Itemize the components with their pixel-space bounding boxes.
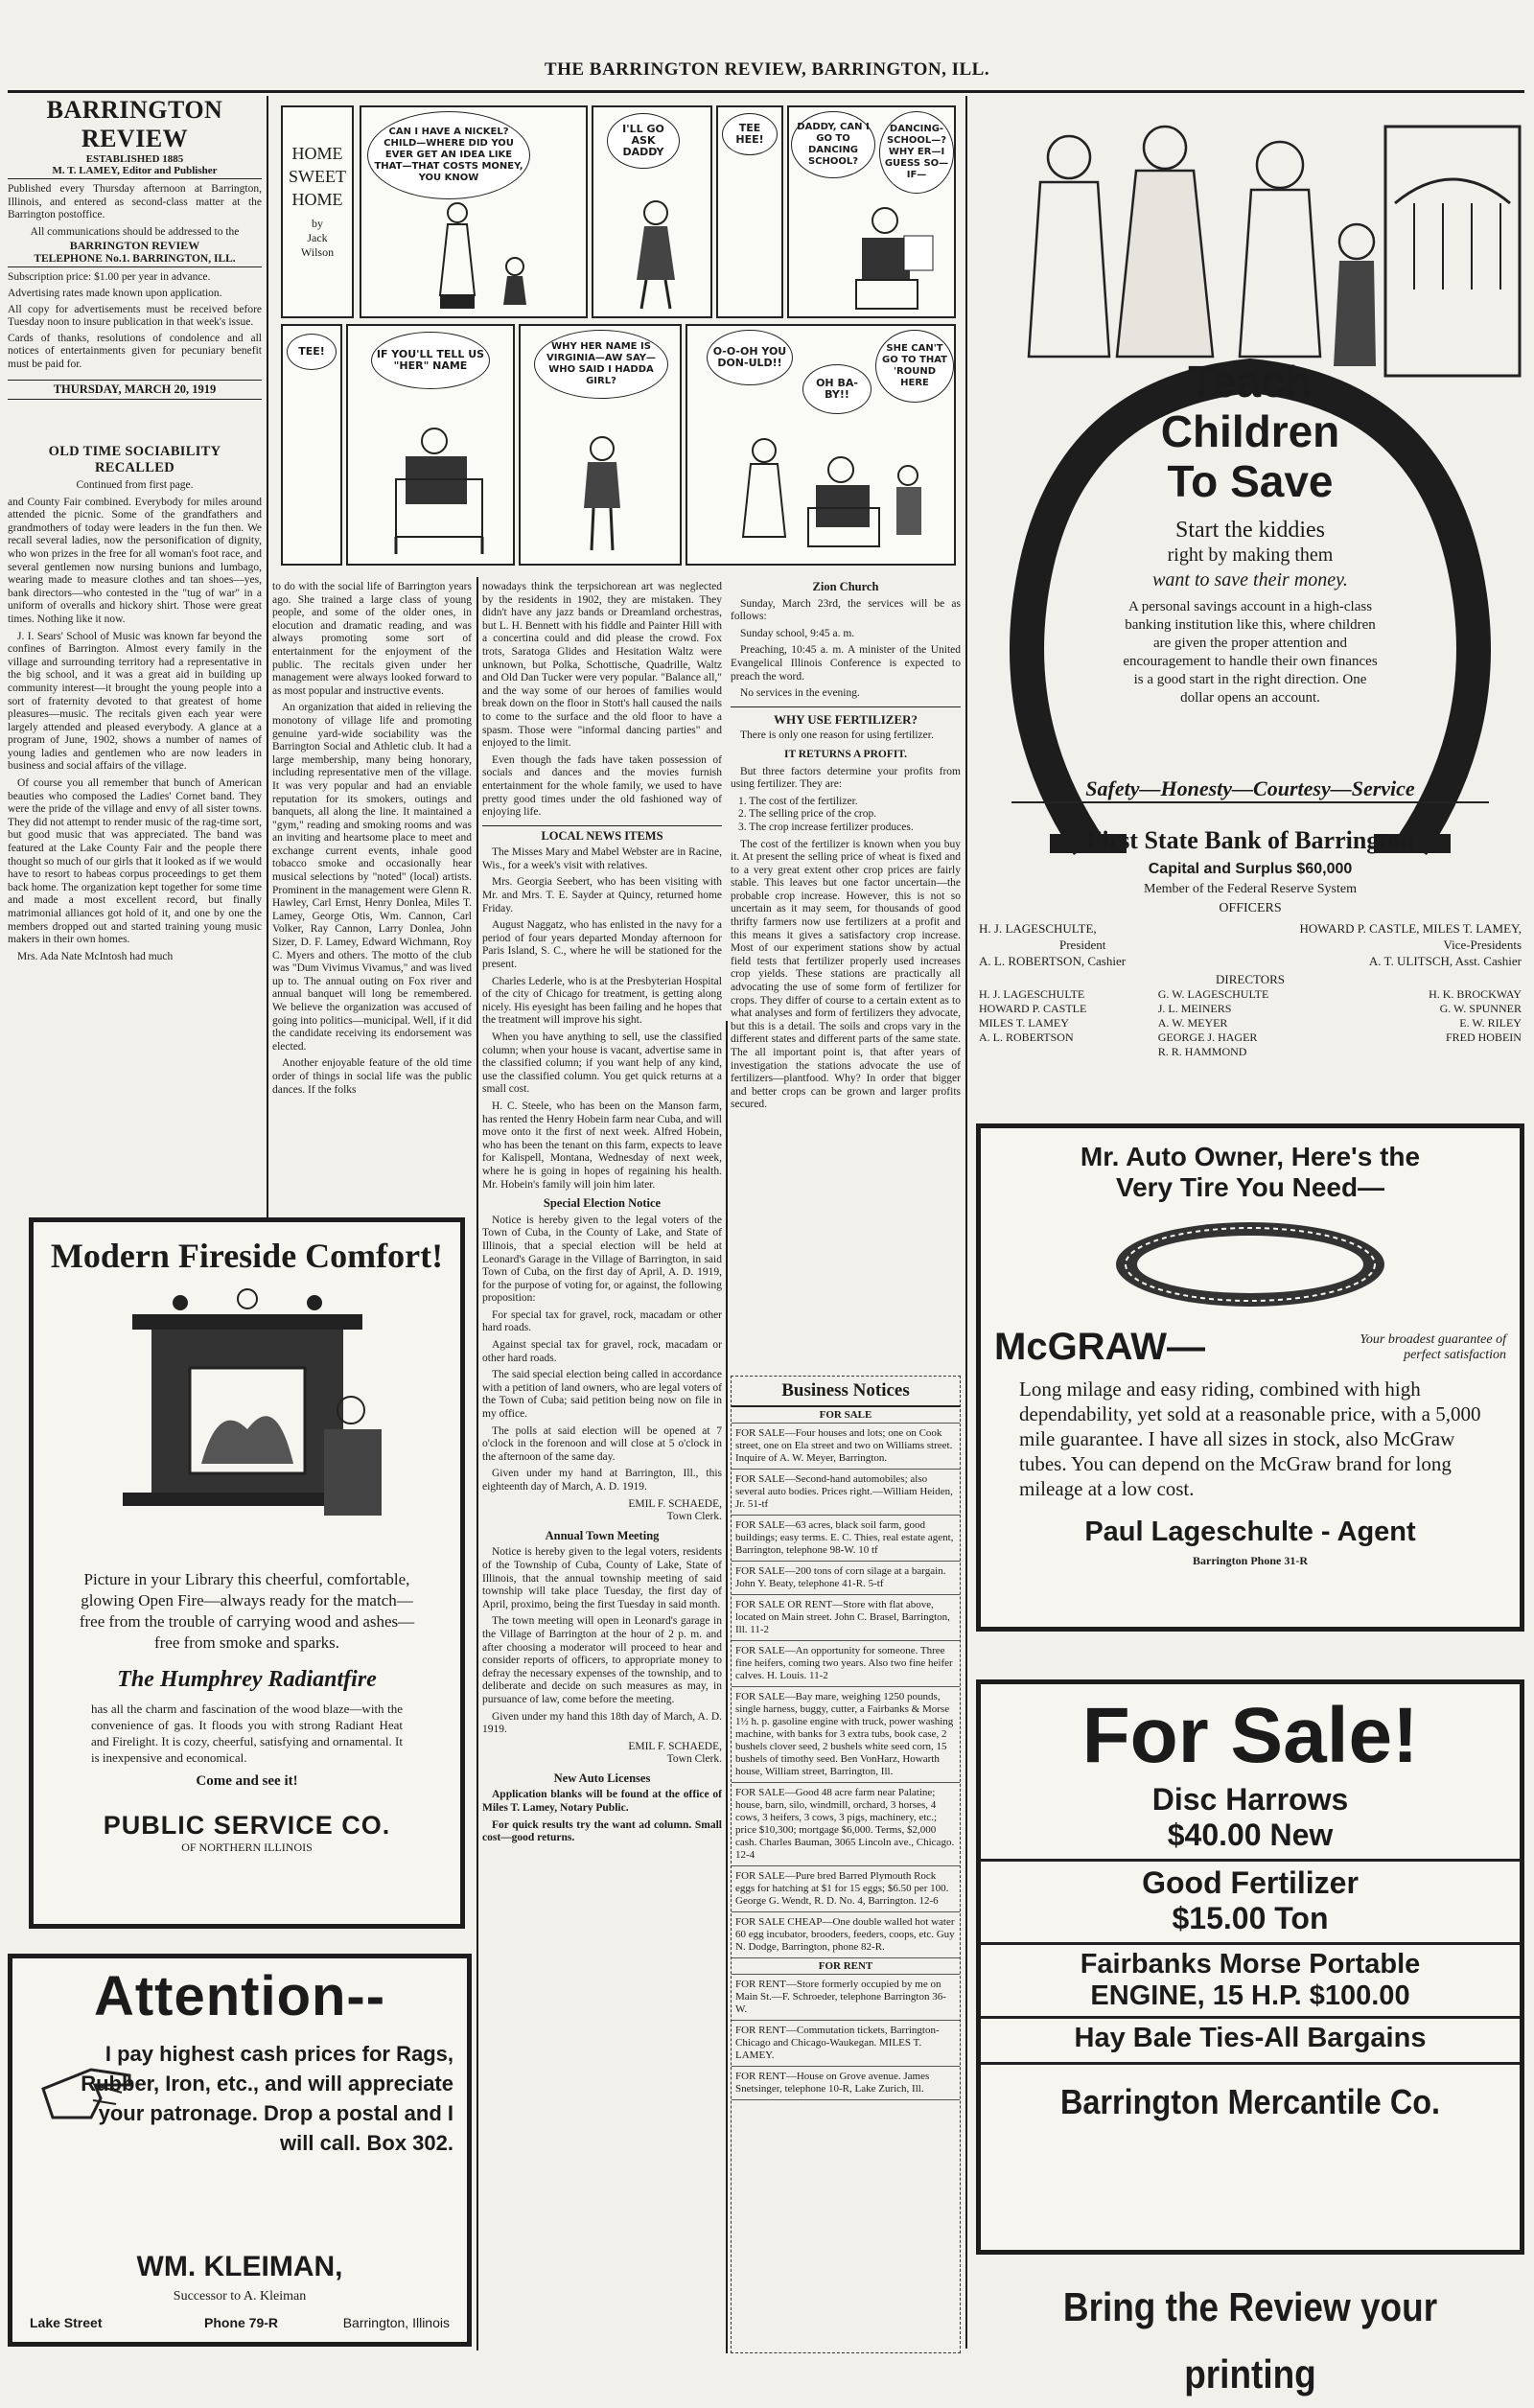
fireside-ad xyxy=(29,1217,465,1929)
bank-motto: Safety—Honesty—Courtesy—Service xyxy=(1011,776,1489,803)
director-name: FRED HOBEIN xyxy=(1445,1030,1522,1044)
col-rule-2 xyxy=(476,577,478,2350)
tire-brand: McGRAW— xyxy=(994,1326,1205,1368)
man-in-chair-illustration xyxy=(377,422,501,556)
tire-body: Long milage and easy riding, combined with high dependability, yet sold at a reasonable price, with a 5,000 mile guarantee. I have all sizes in stock, also McGraw tubes. You can depend on the McGraw brand for long mileage at a low cost. xyxy=(1019,1378,1481,1500)
for-sale-title: For Sale! xyxy=(1081,1692,1419,1779)
speech-bubble: DADDY, CAN I GO TO DANCING SCHOOL? xyxy=(791,111,875,178)
tire-headline: Very Tire You Need— xyxy=(1115,1172,1385,1202)
masthead-published: Published every Thursday afternoon at Barrington, Illinois, and entered as second-class matter at the Barrington postoffice. xyxy=(8,183,262,221)
bank-capital: Capital and Surplus $60,000 xyxy=(1148,861,1353,877)
comic-author: Jack Wilson xyxy=(300,231,335,259)
father-reading-illustration xyxy=(827,199,942,314)
auto-licenses-text: Application blanks will be found at the office of Miles T. Lamey, Notary Public. xyxy=(482,1789,722,1815)
classified-item: FOR SALE—Good 48 acre farm near Palatine; house, barn, silo, windmill, orchard, 3 horses, 4 cows, 3 heifers, 3 cows, 3 pigs, machinery, etc.; price $10,300; mortgage $6,000. Terms, $2,000 cash. Charles Bauman, 3065 Lincoln ave., Chicago. 12-4 xyxy=(732,1783,960,1866)
review-printing-footer: Bring the Review your printing xyxy=(1062,2284,1438,2396)
col-rule-3 xyxy=(726,1021,728,2353)
article-old-time-col3 xyxy=(482,581,722,2354)
bank-body: A personal savings account in a high-class banking institution like this, where children are given the proper attention and encouragement to handle their own finances is a good start in the right direction. One dollar opens an account. xyxy=(1123,599,1378,706)
masthead-advertising: Advertising rates made known upon application. xyxy=(8,287,222,299)
for-sale-item: Fairbanks Morse Portable xyxy=(1080,1949,1421,1980)
zion-line: No services in the evening. xyxy=(740,687,860,700)
masthead-address-line: All communications should be addressed to the xyxy=(30,225,240,238)
zion-text: Sunday, March 23rd, the services will be as follows: xyxy=(731,597,961,623)
fireside-product: The Humphrey Radiantfire xyxy=(117,1667,377,1692)
business-notices-heading: Business Notices xyxy=(732,1377,960,1407)
comic-title-panel xyxy=(281,105,354,318)
election-paragraph: The said special election being called in accordance with a petition of land owners, who are legal voters of the Town of Cuba; said petition being now on file in my office. xyxy=(482,1369,722,1421)
masthead-cards: Cards of thanks, resolutions of condolence and all notices of entertainments given for pecuniary benefit must be paid for. xyxy=(8,332,262,370)
director-name: G. W. SPUNNER xyxy=(1439,1002,1522,1015)
fertilizer-subheading: IT RETURNS A PROFIT. xyxy=(783,748,908,760)
classified-item: FOR SALE—An opportunity for someone. Three fine heifers, coming two years. Also two fine heifer calves. H. Louis. 11-2 xyxy=(732,1641,960,1687)
article-old-time-col2 xyxy=(272,581,472,1242)
header-rule xyxy=(8,90,1524,93)
for-sale-price: $40.00 New xyxy=(1167,1818,1334,1852)
for-sale-item: Hay Bale Ties-All Bargains xyxy=(1074,2023,1427,2053)
local-news-item: Charles Lederle, who is at the Presbyterian Hospital of the city of Chicago for treatment, is getting along nicely. His eyesight has been failing and he hopes that the treatment will improve his sight. xyxy=(482,975,722,1027)
bank-headline: Teach xyxy=(1188,357,1313,406)
fertilizer-list-item: 3. The crop increase fertilizer produces. xyxy=(738,821,914,833)
issue-date: THURSDAY, MARCH 20, 1919 xyxy=(8,380,262,400)
comic-by: by xyxy=(312,217,323,230)
col-rule-1 xyxy=(267,96,268,1285)
speech-bubble: DANCING-SCHOOL—? WHY ER—I GUESS SO—IF— xyxy=(879,111,954,194)
officer-name: A. L. ROBERTSON, Cashier xyxy=(979,954,1127,968)
director-name: A. L. ROBERTSON xyxy=(979,1030,1074,1044)
bank-ad xyxy=(973,98,1527,1066)
local-news-item: August Naggatz, who has enlisted in the navy for a period of four years departed Monday afternoon for Paris Island, S. C., where he will be stationed for the present. xyxy=(482,919,722,971)
speech-bubble: I'LL GO ASK DADDY xyxy=(607,113,680,169)
director-name: G. W. LAGESCHULTE xyxy=(1157,987,1269,1001)
speech-bubble: OH BA-BY!! xyxy=(802,364,872,414)
comic-strip xyxy=(271,100,960,571)
kleiman-city: Barrington, Illinois xyxy=(342,2315,450,2330)
classified-item: FOR RENT—Store formerly occupied by me on Main St.—F. Schroeder, telephone Barrington 36-W. xyxy=(732,1975,960,2021)
clerk-signature: EMIL F. SCHAEDE, xyxy=(628,1740,722,1752)
business-notices xyxy=(731,1376,961,2353)
masthead-copy: All copy for advertisements must be received before Tuesday noon to insure publication in that week's issue. xyxy=(8,303,262,329)
local-news-heading: LOCAL NEWS ITEMS xyxy=(482,825,722,844)
family-scene-illustration xyxy=(716,431,937,556)
officer-title: Vice-Presidents xyxy=(1443,938,1522,952)
kleiman-successor: Successor to A. Kleiman xyxy=(173,2289,307,2304)
old-time-paragraph: An organization that aided in relieving the monotony of village life and promoting genuine yard-wide sociability was the Barrington Social and Athletic club. It had a large membership, many being honorary, including representative men of the village. It was very popular and had an enviable reputation for its smokers, outings and banquets, all along the line. It maintained a "gym," reading and smoking rooms and was an inviting and heartsome place to meet and exchange current events, inhale good tobacco smoke and occasionally hear musical selections by "noted" (local) artists. Prominent in the management were Glenn R. Hawley, Carl Ernst, Henry Donlea, Miles T. Lamey, George Otis, Wm. Cannon, Carl Volker, Ray Cannon, Larry Donlea, John Sizer, D. F. Lamey, Edward Wichmann, Roy C. Myers and others. The motto of the club was "Dum Vivimus Vivamus," and was lived up to. The annual outing on Fox river and annual banquet will long be remembered. We believe the organization was accused of going into politics—municipal. Well, if it did the candidate receiving its endorsement was elected. xyxy=(272,702,472,1053)
fireside-company: PUBLIC SERVICE CO. xyxy=(103,1811,391,1840)
fertilizer-list-item: 1. The cost of the fertilizer. xyxy=(738,795,858,807)
fertilizer-text: The cost of the fertilizer is known when you buy it. At present the selling price of wheat is fixed and to a very great extent other crop prices are fairly stable. This leaves but one factor uncertain—the probable crop increase. However, this is not so uncertain as it may seem, for thousands of good thrifty farmers now use fertilizers at a profit and this means it gives a satisfactory crop increase. Most of our experiment stations show by actual field tests that fertilizer properly used increases crop yields. These stations are practically all advocating the use of some form of fertilizer for crops. They differ of course to a certain extent as to what analyses and form of fertilizers they advocate, but this is a detail. The soils and crops vary in the different states and different parts of the same state. The all important point is, that after years of investigation the stations advocate the use of fertilizers—plantfood. Why? In order that bigger and better crops can be grown and larger profits secured. xyxy=(731,838,961,1111)
director-name: H. J. LAGESCHULTE xyxy=(979,987,1085,1001)
classified-item: FOR SALE OR RENT—Store with flat above, located on Main street. John C. Brasel, Barrington, Ill. 11-2 xyxy=(732,1595,960,1641)
comic-panel-7 xyxy=(519,324,682,566)
old-time-paragraph: nowadays think the terpsichorean art was neglected by the residents in 1902, they are mistaken. They didn't have any jazz bands or Dreamland orchestras, but L. H. Bennett with his fiddle and Painter Hill with a concertina could and did please the crowd. Fox trots, Saratoga Glides and Hesitation Waltz were unknown, but Polka, Schottische, Quadrille, Waltz and Old Dan Tucker were very popular. "Balance all," and the way some of our heroes of families would break down on the floor in Stott's hall caused the nails to come to the surface and the old floor to have a spasm. Those were "informal dancing parties" and enjoyed to the limit. xyxy=(482,581,722,750)
masthead-title: BARRINGTON REVIEW xyxy=(46,96,223,152)
masthead-editor: M. T. LAMEY, Editor and Publisher xyxy=(8,165,262,179)
director-name: H. K. BROCKWAY xyxy=(1429,987,1522,1001)
bank-name: First State Bank of Barrington xyxy=(1086,826,1414,854)
classified-item: FOR RENT—Commutation tickets, Barrington-Chicago and Chicago-Waukegan. MILES T. LAMEY. xyxy=(732,2021,960,2067)
classified-item: FOR SALE—200 tons of corn silage at a bargain. John Y. Beaty, telephone 41-R. 5-tf xyxy=(732,1562,960,1595)
speech-bubble: SHE CAN'T GO TO THAT 'ROUND HERE xyxy=(875,330,954,403)
zion-heading: Zion Church xyxy=(812,580,879,593)
bank-sub: Start the kiddies xyxy=(1175,518,1325,543)
clerk-title: Town Clerk. xyxy=(666,1511,722,1523)
election-paragraph: The polls at said election will be opened at 7 o'clock in the forenoon and will close at 5 o'clock in the afternoon of the same day. xyxy=(482,1424,722,1463)
article-old-time-col1 xyxy=(8,444,262,1211)
fertilizer-text: There is only one reason for using fertilizer. xyxy=(740,729,934,742)
for-sale-company: Barrington Mercantile Co. xyxy=(1059,2082,1441,2121)
old-time-paragraph: Mrs. Ada Nate McIntosh had much xyxy=(17,950,174,962)
child-figure-illustration xyxy=(613,194,699,313)
comic-panel-3 xyxy=(716,105,783,318)
fertilizer-heading: WHY USE FERTILIZER? xyxy=(731,706,961,727)
classified-item: FOR SALE CHEAP—One double walled hot water 60 egg incubator, brooders, feeders, coops, etc. Guy N. Dodge, Barrington, phone 82-R. xyxy=(732,1912,960,1958)
classified-item: FOR SALE—Four houses and lots; one on Cook street, one on Ela street and two on Williams street. Inquire of A. W. Meyer, Barrington. xyxy=(732,1424,960,1470)
speech-bubble: TEE HEE! xyxy=(722,113,778,155)
directors-heading: DIRECTORS xyxy=(1216,972,1285,986)
bank-headline: Children xyxy=(1160,406,1340,456)
classified-item: FOR SALE—63 acres, black soil farm, good buildings; easy terms. E. C. Thies, real estate agent, Barrington, telephone 98-W. 10 tf xyxy=(732,1516,960,1562)
kleiman-name: WM. KLEIMAN, xyxy=(136,2251,343,2282)
old-time-headline: OLD TIME SOCIABILITY RECALLED xyxy=(48,444,221,475)
fertilizer-list-item: 2. The selling price of the crop. xyxy=(738,808,877,821)
clerk-title: Town Clerk. xyxy=(666,1753,722,1766)
comic-panel-5 xyxy=(281,324,342,566)
bank-sub: want to save their money. xyxy=(1152,569,1348,590)
zion-line: Preaching, 10:45 a. m. A minister of the United Evangelical Illinois Conference is expected to preach the word. xyxy=(731,644,961,683)
local-news-item: When you have anything to sell, use the classified column; when your house is vacant, advertise same in the classified column; if you want help of any kind, use the classified column. You get quick returns at a small cost. xyxy=(482,1031,722,1096)
election-heading: Special Election Notice xyxy=(543,1196,662,1211)
speech-bubble: CAN I HAVE A NICKEL? CHILD—WHERE DID YOU EVER GET AN IDEA LIKE THAT—THAT COSTS MONEY, YOU KNOW xyxy=(367,111,530,199)
officer-name: H. J. LAGESCHULTE, xyxy=(979,921,1097,936)
old-time-continued: Continued from first page. xyxy=(76,479,194,491)
speech-bubble: O-O-OH YOU DON-ULD!! xyxy=(707,330,793,385)
masthead-established: ESTABLISHED 1885 xyxy=(85,153,184,165)
speech-bubble: IF YOU'LL TELL US "HER" NAME xyxy=(371,332,490,389)
for-sale-heading: FOR SALE xyxy=(732,1407,960,1424)
annual-paragraph: Notice is hereby given to the legal voters, residents of the Township of Cuba, County of Lake, State of Illinois, that the annual township meeting of said township will take place Tuesday, the first day of April, proximo, being the first Tuesday in said month. xyxy=(482,1546,722,1610)
bank-headline: To Save xyxy=(1167,456,1334,506)
for-sale-item: Good Fertilizer xyxy=(1142,1865,1359,1900)
masthead xyxy=(8,96,262,431)
election-paragraph: Given under my hand at Barrington, Ill., this eighteenth day of March, A. D. 1919. xyxy=(482,1468,722,1493)
bank-member: Member of the Federal Reserve System xyxy=(1144,882,1357,896)
officer-name: HOWARD P. CASTLE, MILES T. LAMEY, xyxy=(1299,921,1522,936)
tire-ad xyxy=(976,1123,1524,1632)
director-name: A. W. MEYER xyxy=(1157,1016,1228,1030)
election-paragraph: For special tax for gravel, rock, macadam or other hard roads. xyxy=(482,1308,722,1334)
annual-paragraph: Given under my hand this 18th day of March, A. D. 1919. xyxy=(482,1710,722,1736)
fertilizer-text: But three factors determine your profits from using fertilizer. They are: xyxy=(731,765,961,791)
speech-bubble: WHY HER NAME IS VIRGINIA—AW SAY—WHO SAID I HADDA GIRL? xyxy=(534,330,668,399)
director-name: MILES T. LAMEY xyxy=(979,1016,1069,1030)
woman-figure-illustration xyxy=(419,199,544,314)
boy-figure-illustration xyxy=(559,431,645,556)
for-sale-item: Disc Harrows xyxy=(1151,1782,1349,1817)
kleiman-body: I pay highest cash prices for Rags, Rubber, Iron, etc., and will appreciate your patronage. Drop a postal and I will call. Box 302. xyxy=(81,2042,453,2155)
officers-heading: OFFICERS xyxy=(1219,901,1282,915)
classified-item: FOR SALE—Bay mare, weighing 1250 pounds, single harness, buggy, cutter, a Fairbanks & Morse 1½ h. p. gasoline engine with truck, power washing machine, with banks for 3 extra tubs, book case, 2 bushels clover seed, 2 bushels white seed corn, 15 bushels of timothy seed. Ben VonHarz, Howarth house, William street, Barrington, Ill. xyxy=(732,1687,960,1783)
comic-panel-4 xyxy=(787,105,956,318)
director-name: E. W. RILEY xyxy=(1459,1016,1522,1030)
tire-tagline: Your broadest guarantee of perfect satisfaction xyxy=(1360,1331,1506,1362)
officer-title: President xyxy=(1059,938,1106,952)
fireside-title: Modern Fireside Comfort! xyxy=(50,1237,444,1275)
kleiman-street: Lake Street xyxy=(30,2315,103,2330)
old-time-paragraph: and County Fair combined. Everybody for miles around attended the picnic. Some of the grandfathers and grandmothers of today were leaders in the fun then. We recall several ladies, now the personification of dignity, who won prizes in the free for all woman's foot race, and several gentlemen now nursing bunions and lumbago, wearing made to measure clothes and tan shoes—yes, bank directors—who contested in the "tug of war" in a uniform of overalls and hickory shirt. Those were great times. Nothing like it now. xyxy=(8,496,262,625)
masthead-address-name: BARRINGTON REVIEW xyxy=(69,239,200,253)
masthead-telephone: TELEPHONE No.1. BARRINGTON, ILL. xyxy=(8,253,262,267)
comic-title: HOME xyxy=(291,190,343,209)
comic-panel-6 xyxy=(346,324,515,566)
comic-panel-1 xyxy=(360,105,588,318)
election-paragraph: Against special tax for gravel, rock, macadam or other hard roads. xyxy=(482,1339,722,1364)
old-time-paragraph: Of course you all remember that bunch of American beauties who composed the Ladies' Cornet band. They were the pride of the village and envy of all sister towns. They did not attempt to render music of the rag-time sort, but good music that was appreciated. The band was featured at the Lake County Fair and the people there thought so much of our girls that it looked as if we would have to resort to habeas corpus proceedings to get them back home. The organization kept together for some time and made a most excellent record, but finally matrimonial alliances got hold of it, and one by one the members dropped out and started training young music makers in their own homes. xyxy=(8,777,262,946)
fireside-body2: has all the charm and fascination of the wood blaze—with the convenience of gas. It floods you with strong Radiant Heat and Firelight. It is cozy, cheerful, satisfying and ornamental. It is inexpensive and economical. xyxy=(91,1702,403,1765)
quick-results-text: For quick results try the want ad column. Small cost—good returns. xyxy=(482,1818,722,1844)
auto-licenses-heading: New Auto Licenses xyxy=(553,1771,651,1785)
comic-title: SWEET xyxy=(289,167,346,186)
column-zion-fertilizer xyxy=(731,581,961,1369)
local-news-item: H. C. Steele, who has been on the Manson farm, has rented the Henry Hobein farm near Cuba, and will move onto it the first of next week. Alfred Hobein, who has been the tenant on this farm, expects to leave for Kalispell, Montana, Wednesday of next week, where he is going in hopes of regaining his health. Mr. Hobein's family will join him later. xyxy=(482,1100,722,1191)
director-name: R. R. HAMMOND xyxy=(1157,1045,1247,1058)
election-paragraph: Notice is hereby given to the legal voters of the Town of Cuba, in the County of Lake, and State of Illinois, that a special election will be held at Leonard's Garage in the Village of Barrington, in said Town of Cuba, on the first day of April, A. D. 1919, for the purpose of voting for, or against, the following proposition: xyxy=(482,1214,722,1305)
tire-agent: Paul Lageschulte - Agent xyxy=(1084,1517,1416,1547)
local-news-item: The Misses Mary and Mabel Webster are in Racine, Wis., for a week's visit with relatives. xyxy=(482,846,722,871)
kleiman-phone: Phone 79-R xyxy=(204,2315,279,2330)
comic-panel-8 xyxy=(686,324,956,566)
kleiman-ad xyxy=(8,1954,472,2347)
officer-name: A. T. ULITSCH, Asst. Cashier xyxy=(1368,954,1522,968)
clerk-signature: EMIL F. SCHAEDE, xyxy=(628,1497,722,1510)
local-news-item: Mrs. Georgia Seebert, who has been visiting with Mr. and Mrs. T. E. Sayder at Quincy, returned home Friday. xyxy=(482,876,722,915)
speech-bubble: TEE! xyxy=(287,334,337,370)
fireside-company-sub: OF NORTHERN ILLINOIS xyxy=(181,1841,313,1854)
col-rule-4 xyxy=(965,96,967,2349)
fireplace-illustration xyxy=(94,1285,401,1554)
annual-paragraph: The town meeting will open in Leonard's garage in the Village of Barrington at the hour of 2 p. m. and after choosing a moderator will proceed to hear and consider reports of officers, to appropriate money to defray the necessary expenses of the township, and to deliberate and decide on such measures as may, in pursuance of law, come before the meeting. xyxy=(482,1615,722,1705)
zion-line: Sunday school, 9:45 a. m. xyxy=(740,627,855,639)
annual-meeting-heading: Annual Town Meeting xyxy=(545,1528,660,1542)
tire-icon xyxy=(1111,1216,1389,1312)
old-time-paragraph: to do with the social life of Barrington years ago. She trained a large class of young people, and some of the older ones, in elocution and dramatic reading, and was always promoting some sort of entertainment for the enjoyment of the public. The recitals given under her management were always looked forward to as most popular and instructive events. xyxy=(272,581,472,697)
for-rent-heading: FOR RENT xyxy=(732,1958,960,1975)
director-name: J. L. MEINERS xyxy=(1157,1002,1232,1015)
old-time-paragraph: J. I. Sears' School of Music was known far beyond the confines of Barrington. Almost every family in the village and surrounding territory had a representative in the big school, and it was a great aid in building up community interest—it brought the young people into a sort of fraternity devoted to that greatest of home pleasures—music. The recitals given each year were largely attended and pleased everybody. A glance at a program of June, 1902, shows a number of names of young ladies and gentlemen who are now leaders in business and social affairs of the village. xyxy=(8,630,262,773)
bank-sub: right by making them xyxy=(1167,544,1334,566)
kleiman-title: Attention-- xyxy=(93,1965,386,2027)
for-sale-item: ENGINE, 15 H.P. $100.00 xyxy=(1090,1980,1410,2011)
for-sale-ad xyxy=(976,1679,1524,2255)
comic-title: HOME xyxy=(291,144,343,163)
old-time-paragraph: Another enjoyable feature of the old time order of things in social life was the public dances. If the folks xyxy=(272,1057,472,1096)
fireside-body: Picture in your Library this cheerful, comfortable, glowing Open Fire—always ready for the match—free from the trouble of carrying wood and ashes—free from smoke and sparks. xyxy=(79,1570,415,1652)
masthead-subscription: Subscription price: $1.00 per year in advance. xyxy=(8,271,211,284)
for-sale-price: $15.00 Ton xyxy=(1172,1901,1329,1935)
tire-headline: Mr. Auto Owner, Here's the xyxy=(1080,1142,1421,1171)
fireside-cta: Come and see it! xyxy=(196,1773,298,1789)
director-name: GEORGE J. HAGER xyxy=(1157,1030,1258,1044)
classified-item: FOR SALE—Pure bred Barred Plymouth Rock eggs for hatching at $1 for 15 eggs; $6.50 per 100. George G. Wendt, R. D. No. 4, Barrington. 12-6 xyxy=(732,1866,960,1912)
classified-item: FOR RENT—House on Grove avenue. James Snetsinger, telephone 10-R, Lake Zurich, Ill. xyxy=(732,2067,960,2100)
director-name: HOWARD P. CASTLE xyxy=(979,1002,1087,1015)
comic-panel-2 xyxy=(592,105,712,318)
classified-item: FOR SALE—Second-hand automobiles; also several auto bodies. Prices right.—William Heiden, Jr. 51-tf xyxy=(732,1470,960,1516)
old-time-paragraph: Even though the fads have taken possession of socials and dances and the movies furnish entertainment for the whole family, we used to have pretty good times under the old fashioned way of enjoying life. xyxy=(482,753,722,819)
tire-phone: Barrington Phone 31-R xyxy=(1193,1554,1308,1567)
page-header: THE BARRINGTON REVIEW, BARRINGTON, ILL. xyxy=(544,59,990,80)
